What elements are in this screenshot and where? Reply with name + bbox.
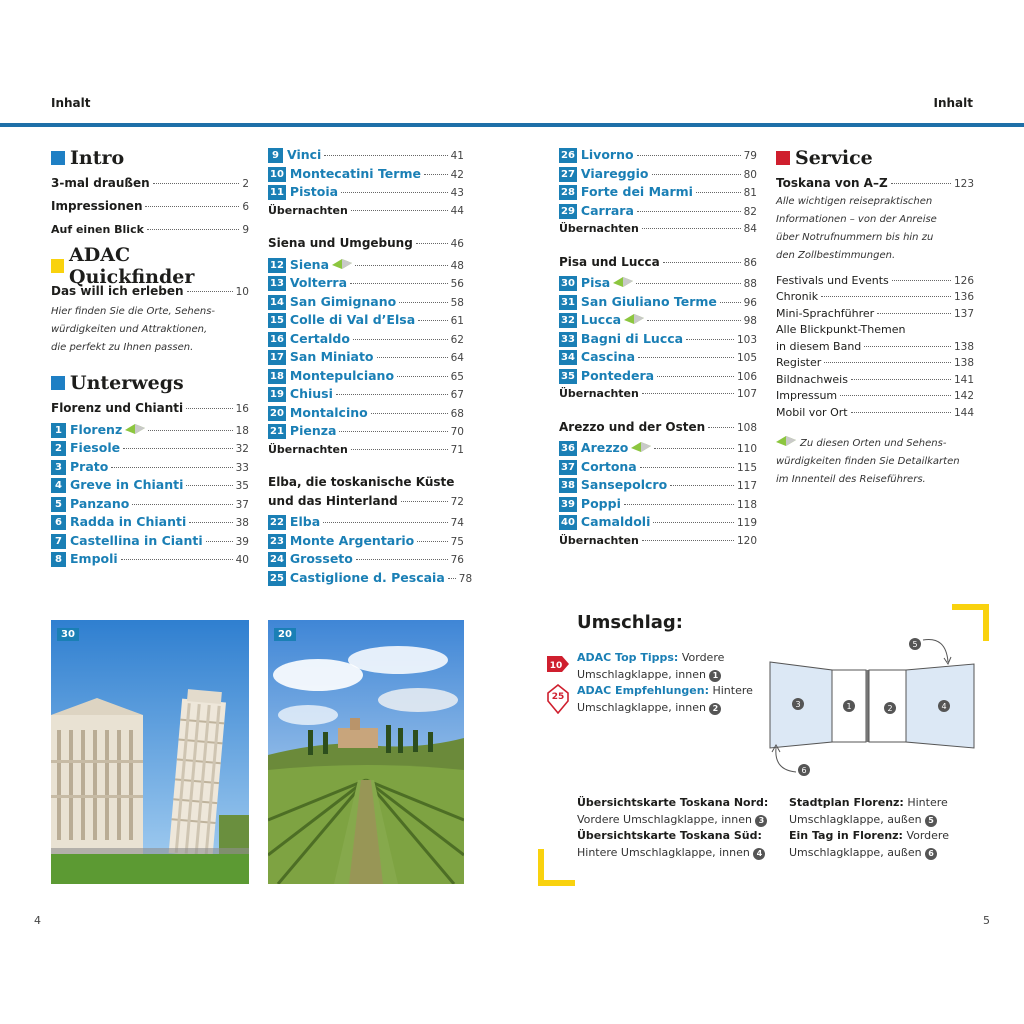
map-legend-note: Zu diesen Orten und Sehens- würdigkeiten finden Sie Detailkarten im Innenteil des Reiseführers. xyxy=(776,438,960,485)
map-icon xyxy=(613,277,633,287)
toc-place[interactable]: 3 Prato 33 xyxy=(51,458,249,477)
toc-entry[interactable]: Festivals und Events 126 xyxy=(776,273,974,287)
umschlag-title: Umschlag: xyxy=(577,612,683,633)
toc-entry[interactable]: Das will ich erleben 10 xyxy=(51,283,249,298)
toc-place[interactable]: 19 Chiusi 67 xyxy=(270,386,464,401)
header-rule xyxy=(0,123,1024,127)
toc-entry[interactable]: Übernachten 107 xyxy=(559,387,757,400)
svg-text:6: 6 xyxy=(801,766,807,775)
map-icon xyxy=(776,436,796,446)
toc-place[interactable]: 29 Carrara 82 xyxy=(561,202,757,218)
map-icon xyxy=(125,424,145,434)
page-number-left: 4 xyxy=(34,914,41,927)
toc-entry[interactable]: Übernachten 71 xyxy=(268,442,464,456)
toc-entry[interactable]: Impressionen 6 xyxy=(51,198,249,213)
photo-badge: 30 xyxy=(57,628,79,641)
toc-place[interactable]: 5 Panzano 37 xyxy=(51,495,249,514)
toc-entry[interactable]: Übernachten 120 xyxy=(559,533,757,547)
toc-place[interactable]: 4 Greve in Chianti 35 xyxy=(51,476,249,495)
section-quickfinder-title: ADAC Quickfinder xyxy=(51,254,249,278)
toc-entry[interactable]: Chronik 136 xyxy=(776,290,974,303)
svg-text:2: 2 xyxy=(887,704,893,713)
svg-text:4: 4 xyxy=(941,702,947,711)
svg-text:1: 1 xyxy=(846,702,852,711)
toc-place[interactable]: 25 Castiglione d. Pescaia 78 xyxy=(270,569,473,585)
toc-entry[interactable]: Mobil vor Ort 144 xyxy=(776,405,974,419)
cover-fold-diagram xyxy=(760,630,980,780)
toc-column-1 xyxy=(51,146,249,569)
toc-place[interactable]: 16 Certaldo 62 xyxy=(270,330,464,346)
toc-region[interactable]: Pisa und Lucca 86 xyxy=(559,254,757,269)
vineyard-illustration xyxy=(268,620,464,884)
toc-place[interactable]: 27 Viareggio 80 xyxy=(561,165,757,181)
blue-square-icon xyxy=(51,376,65,390)
toc-entry[interactable]: Übernachten 44 xyxy=(268,203,464,217)
toc-place[interactable]: 30 Pisa 88 xyxy=(561,275,757,290)
toc-entry[interactable]: Auf einen Blick 9 xyxy=(51,223,249,236)
toc-place[interactable]: 2 Fiesole 32 xyxy=(51,439,249,458)
toc-place[interactable]: 32 Lucca 98 xyxy=(561,312,757,327)
toc-place[interactable]: 7 Castellina in Cianti 39 xyxy=(51,532,249,551)
photo-pisa xyxy=(51,620,249,884)
empfehlungen-icon xyxy=(546,684,570,714)
toc-place[interactable]: 13 Volterra 56 xyxy=(270,275,464,290)
toc-entry[interactable]: 3-mal draußen 2 xyxy=(51,176,249,190)
blue-square-icon xyxy=(51,151,65,165)
toc-place[interactable]: 12 Siena 48 xyxy=(270,256,464,272)
red-square-icon xyxy=(776,151,790,165)
toc-entry[interactable]: Register 138 xyxy=(776,356,974,369)
toc-entry[interactable]: Toskana von A–Z 123 xyxy=(776,176,974,190)
toc-place[interactable]: 20 Montalcino 68 xyxy=(270,404,464,420)
toc-place[interactable]: 14 San Gimignano 58 xyxy=(270,293,464,309)
toc-place[interactable]: 34 Cascina 105 xyxy=(561,349,757,364)
photo-badge: 20 xyxy=(274,628,296,641)
toc-place[interactable]: 10 Montecatini Terme 42 xyxy=(270,165,464,181)
service-note: Alle wichtigen reisepraktischen Informationen – von der Anreise über Notrufnummern bis hin zu den Zollbestimmungen. xyxy=(776,195,937,261)
page-number-right: 5 xyxy=(983,914,990,927)
toc-place[interactable]: 26 Livorno 79 xyxy=(561,147,757,162)
empfehlungen-text: ADAC Empfehlungen: Hintere Umschlagklappe, innen 2 xyxy=(577,684,753,714)
city-maps-text: Stadtplan Florenz: Hintere Umschlagklappe, außen 5 Ein Tag in Florenz: Vordere Umschlagklappe, außen 6 xyxy=(789,796,949,859)
svg-text:3: 3 xyxy=(795,700,801,709)
map-icon xyxy=(631,442,651,452)
toc-place[interactable]: 40 Camaldoli 119 xyxy=(561,514,757,529)
top-tipps-text: ADAC Top Tipps: Vordere Umschlagklappe, innen 1 xyxy=(577,651,725,681)
map-icon xyxy=(332,259,352,269)
toc-entry[interactable]: Übernachten 84 xyxy=(559,222,757,235)
toc-place[interactable]: 35 Pontedera 106 xyxy=(561,367,757,383)
toc-column-4 xyxy=(776,146,974,489)
toc-entry[interactable]: Impressum 142 xyxy=(776,389,974,402)
toc-place[interactable]: 37 Cortona 115 xyxy=(561,458,757,474)
svg-text:10: 10 xyxy=(549,661,563,671)
toc-place[interactable]: 31 San Giuliano Terme 96 xyxy=(561,293,757,309)
pisa-illustration xyxy=(51,620,249,884)
svg-text:25: 25 xyxy=(551,692,565,702)
toc-column-2 xyxy=(268,146,473,587)
quickfinder-note: Hier finden Sie die Orte, Sehens- würdigkeiten und Attraktionen, die perfekt zu Ihnen passen. xyxy=(51,306,216,353)
running-header-right: Inhalt xyxy=(933,96,973,110)
toc-place[interactable]: 8 Empoli 40 xyxy=(51,550,249,569)
toc-entry[interactable]: in diesem Band 138 xyxy=(776,339,974,353)
yellow-corner-bottom-left xyxy=(537,847,577,887)
svg-text:5: 5 xyxy=(912,640,918,649)
toc-region[interactable]: Arezzo und der Osten 108 xyxy=(559,419,757,434)
overview-maps-text: Übersichtskarte Toskana Nord: Vordere Umschlagklappe, innen 3 Übersichtskarte Toskana Süd: Hintere Umschlagklappe, innen 4 xyxy=(577,796,769,859)
toc-place[interactable]: 17 San Miniato 64 xyxy=(270,349,464,364)
toc-place[interactable]: 1 Florenz 18 xyxy=(51,421,249,440)
toc-place[interactable]: 18 Montepulciano 65 xyxy=(270,367,464,383)
toc-place[interactable]: 22 Elba 74 xyxy=(270,514,464,529)
toc-region[interactable]: und das Hinterland 72 xyxy=(268,493,464,508)
toc-entry-line: Alle Blickpunkt-Themen xyxy=(776,323,906,336)
toc-entry[interactable]: Bildnachweis 141 xyxy=(776,372,974,386)
toc-place[interactable]: 21 Pienza 70 xyxy=(270,423,464,438)
toc-place[interactable]: 33 Bagni di Lucca 103 xyxy=(561,330,757,346)
toc-place[interactable]: 28 Forte dei Marmi 81 xyxy=(561,184,757,199)
toc-place[interactable]: 38 Sansepolcro 117 xyxy=(561,477,757,492)
toc-place[interactable]: 24 Grosseto 76 xyxy=(270,551,464,566)
toc-place[interactable]: 9 Vinci 41 xyxy=(268,146,464,165)
toc-column-3 xyxy=(559,146,757,550)
running-header-left: Inhalt xyxy=(51,96,91,110)
section-unterwegs-title: Unterwegs xyxy=(51,371,249,395)
photo-montalcino xyxy=(268,620,464,884)
toc-place[interactable]: 11 Pistoia 43 xyxy=(270,184,464,199)
map-icon xyxy=(624,314,644,324)
toc-place[interactable]: 36 Arezzo 110 xyxy=(561,440,757,455)
toc-region[interactable]: Siena und Umgebung 46 xyxy=(268,236,464,250)
toc-place[interactable]: 6 Radda in Chianti 38 xyxy=(51,513,249,532)
toc-region-line: Elba, die toskanische Küste xyxy=(268,475,455,489)
toc-place[interactable]: 23 Monte Argentario 75 xyxy=(270,532,464,548)
section-intro-title: Intro xyxy=(51,146,249,170)
toc-region[interactable]: Florenz und Chianti 16 xyxy=(51,401,249,415)
section-service-title: Service xyxy=(776,146,974,170)
toc-place[interactable]: 39 Poppi 118 xyxy=(561,495,757,511)
top-tipps-icon xyxy=(546,652,570,676)
yellow-corner-top-right xyxy=(950,603,990,643)
toc-place[interactable]: 15 Colle di Val d’Elsa 61 xyxy=(270,312,464,327)
toc-entry[interactable]: Mini-Sprachführer 137 xyxy=(776,306,974,320)
yellow-square-icon xyxy=(51,259,64,273)
